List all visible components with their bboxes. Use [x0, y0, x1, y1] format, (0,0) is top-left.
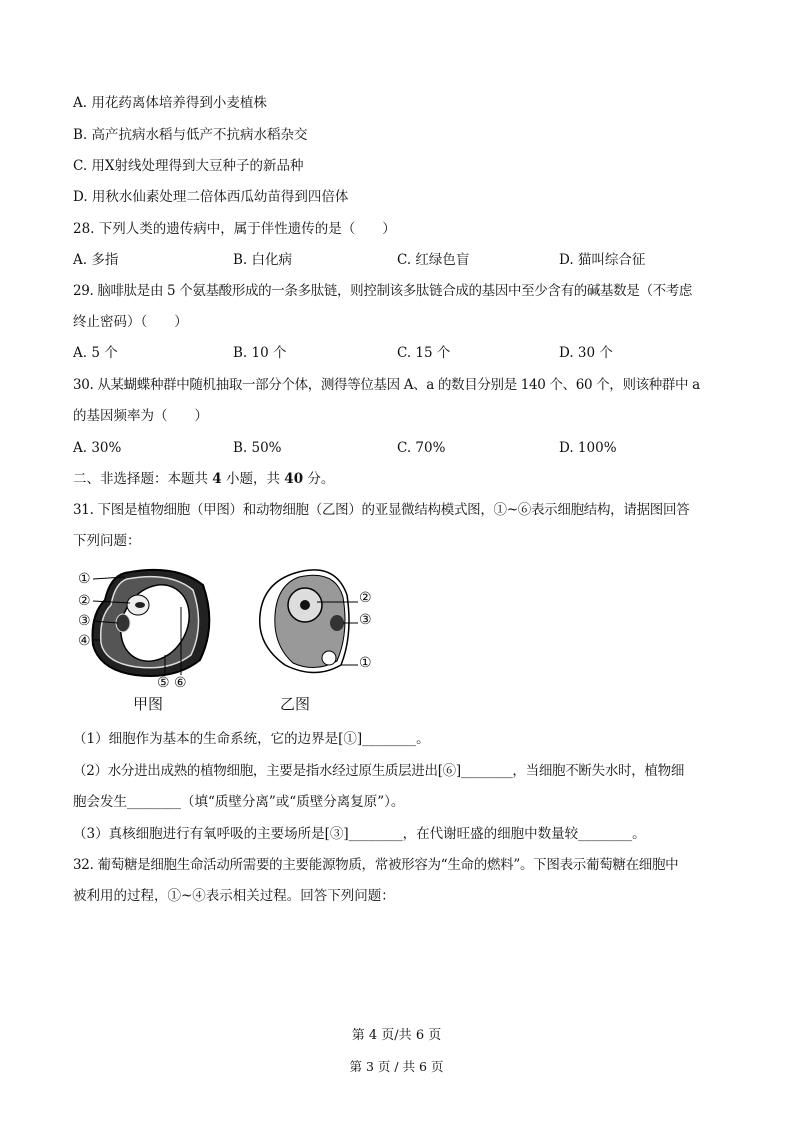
q30-stem-line1: 30. 从某蝴蝶种群中随机抽取一部分个体，测得等位基因 A、a 的数目分别是 140 个、60 个，则该种群中 a — [73, 377, 700, 393]
plant-label-1: ① — [78, 571, 91, 587]
q31-sub2-line1: （2）水分进出成熟的植物细胞，主要是指水经过原生质层进出[⑥]________，当细胞不断失水时，植物细 — [73, 763, 685, 779]
q28-option-a: A. 多指 — [73, 252, 119, 268]
q28-option-b: B. 白化病 — [233, 252, 293, 268]
animal-label-3: ③ — [359, 612, 372, 628]
animal-caption: 乙图 — [280, 695, 311, 713]
plant-label-5: ⑤ — [157, 675, 170, 691]
plant-label-3: ③ — [78, 613, 91, 629]
q30-option-a: A. 30% — [73, 440, 122, 456]
q30-option-b: B. 50% — [233, 440, 282, 456]
q31-sub1: （1）细胞作为基本的生命系统，它的边界是[①]________。 — [73, 731, 430, 747]
plant-label-6: ⑥ — [174, 675, 187, 691]
plant-label-2: ② — [78, 593, 91, 609]
page-number-inner: 第 4 页/共 6 页 — [351, 1028, 442, 1043]
q28-option-c: C. 红绿色盲 — [397, 252, 470, 268]
q30-option-c: C. 70% — [397, 440, 446, 456]
q29-option-d: D. 30 个 — [559, 345, 613, 361]
plant-label-4: ④ — [78, 633, 91, 649]
q29-option-c: C. 15 个 — [397, 345, 451, 361]
animal-label-1: ① — [359, 655, 372, 671]
animal-cell-figure — [255, 565, 395, 715]
q29-option-a: A. 5 个 — [73, 345, 118, 361]
q30-stem-line2: 的基因频率为（ ） — [73, 408, 208, 424]
q29-stem-line2: 终止密码）（ ） — [73, 314, 188, 330]
q28-option-d: D. 猫叫综合征 — [559, 252, 646, 268]
q31-stem-line1: 31. 下图是植物细胞（甲图）和动物细胞（乙图）的亚显微结构模式图，①~⑥表示细胞结构，请据图回答 — [73, 502, 690, 518]
q28-stem: 28. 下列人类的遗传病中，属于伴性遗传的是（ ） — [73, 221, 396, 237]
plant-cell-drawing — [75, 565, 215, 685]
plant-caption: 甲图 — [133, 695, 164, 713]
q30-option-d: D. 100% — [559, 440, 617, 456]
q31-sub2-line2: 胞会发生________（填“质壁分离”或“质壁分离复原”）。 — [73, 794, 405, 810]
plant-cell-figure — [75, 565, 215, 715]
q27-option-b: B. 高产抗病水稻与低产不抗病水稻杂交 — [73, 127, 308, 143]
animal-cell-drawing — [255, 565, 395, 685]
q29-option-b: B. 10 个 — [233, 345, 287, 361]
page-number-outer: 第 3 页 / 共 6 页 — [349, 1059, 444, 1074]
q31-stem-line2: 下列问题： — [73, 533, 141, 549]
q32-stem-line1: 32. 葡萄糖是细胞生命活动所需要的主要能源物质，常被形容为“生命的燃料”。下图表示葡萄糖在细胞中 — [73, 857, 679, 873]
q29-stem-line1: 29. 脑啡肽是由 5 个氨基酸形成的一条多肽链，则控制该多肽链合成的基因中至少含有的碱基数是（不考虑 — [73, 283, 693, 299]
q31-sub3: （3）真核细胞进行有氧呼吸的主要场所是[③]________，在代谢旺盛的细胞中数量较________。 — [73, 826, 646, 842]
q32-stem-line2: 被利用的过程，①~④表示相关过程。回答下列问题： — [73, 888, 395, 904]
q27-option-c: C. 用X射线处理得到大豆种子的新品种 — [73, 158, 304, 174]
q27-option-a: A. 用花药离体培养得到小麦植株 — [73, 95, 267, 111]
q27-option-d: D. 用秋水仙素处理二倍体西瓜幼苗得到四倍体 — [73, 189, 349, 205]
animal-label-2: ② — [359, 590, 372, 606]
section2-heading: 二、非选择题：本题共 4 小题，共 40 分。 — [73, 471, 335, 487]
